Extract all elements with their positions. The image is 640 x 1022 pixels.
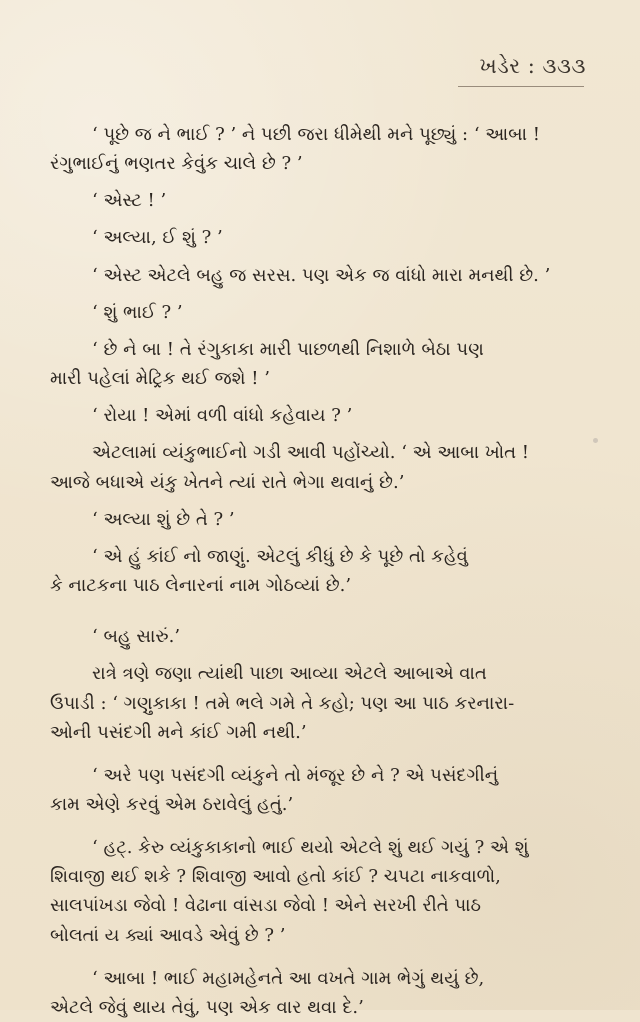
paragraph-7: ‘ રોયા ! એમાં વળી વાંધો કહેવાય ? ’ [92,405,353,427]
paper-spot [593,438,598,443]
paragraph-13: ‘ અરે પણ પસંદગી વ્યંકુને તો મંજૂર છે ને ? એ પસંદગીનું કામ એણે કરવું એમ ઠરાવેલું હતું.’ [50,764,499,815]
paragraph-11: ‘ બહુ સારું.’ [92,626,181,648]
page-header: ખડેર : ૩૩૩ [479,54,586,78]
paragraph-6: ‘ છે ને બા ! તે રંગુકાકા મારી પાછળથી નિશાળે બેઠા પણ મારી પહેલાં મેટ્રિક થઈ જશે ! ’ [50,338,484,390]
paragraph-1: ‘ પૂછે જ ને ભાઈ ? ’ ને પછી જરા ધીમેથી મને પૂછ્યું : ‘ આબા ! રંગુભાઈનું ભણતર કેવુંક ચાલે છે ? ’ [50,124,540,175]
paragraph-3: ‘ અલ્યા, ઈ શું ? ’ [92,227,223,249]
paragraph-9: ‘ અલ્યા શું છે તે ? ’ [92,508,235,530]
paragraph-8: એટલામાં વ્યંકુભાઈનો ગડી આવી પહોંચ્યો. ‘ એ આબા ખોત ! આજે બધાએ યંકુ ખેતને ત્યાં રાતે ભેગા થવાનું છે.’ [50,442,530,493]
paragraph-4: ‘ એસ્ટ એટલે બહુ જ સરસ. પણ એક જ વાંધો મારા મનથી છે. ’ [92,264,551,286]
paragraph-2: ‘ એસ્ટ ! ’ [92,190,167,212]
paragraph-12: રાત્રે ત્રણે જણા ત્યાંથી પાછા આવ્યા એટલે આબાએ વાત ઉપાડી : ‘ ગણુકાકા ! તમે ભલે ગમે તે કહો; પણ આ પાઠ કરનારા- ઓની પસંદગી મને કાંઈ ગમી નથી.’ [50,663,515,743]
paragraph-5: ‘ શું ભાઈ ? ’ [92,301,183,323]
paragraph-14: ‘ હટ્. કેરુ વ્યંકુકાકાનો ભાઈ થયો એટલે શું થઈ ગયું ? એ શું શિવાજી થઈ શકે ? શિવાજી આવો હતો કાંઈ ? ચપટા નાકવાળો, સાલપાંખડા જેવો ! વેઢાના વાંસડા જેવો ! એને સરખી રીતે પાઠ બોલતાં ય ક્યાં આવડે એવું છે ? ’ [50,837,529,946]
paragraph-10: ‘ એ હું કાંઈ નો જાણું. એટલું કીધું છે કે પૂછે તો કહેવું કે નાટકના પાઠ લેનારનાં નામ ગોઠવ્યાં છે.’ [50,545,468,597]
paragraph-15: ‘ આબા ! ભાઈ મહામહેનતે આ વખતે ગામ ભેગું થયું છે, એટલે જેવું થાય તેવું, પણ એક વાર થવા દે.’ [50,967,485,1018]
page-content [50,120,586,1022]
header-underline [458,86,584,87]
